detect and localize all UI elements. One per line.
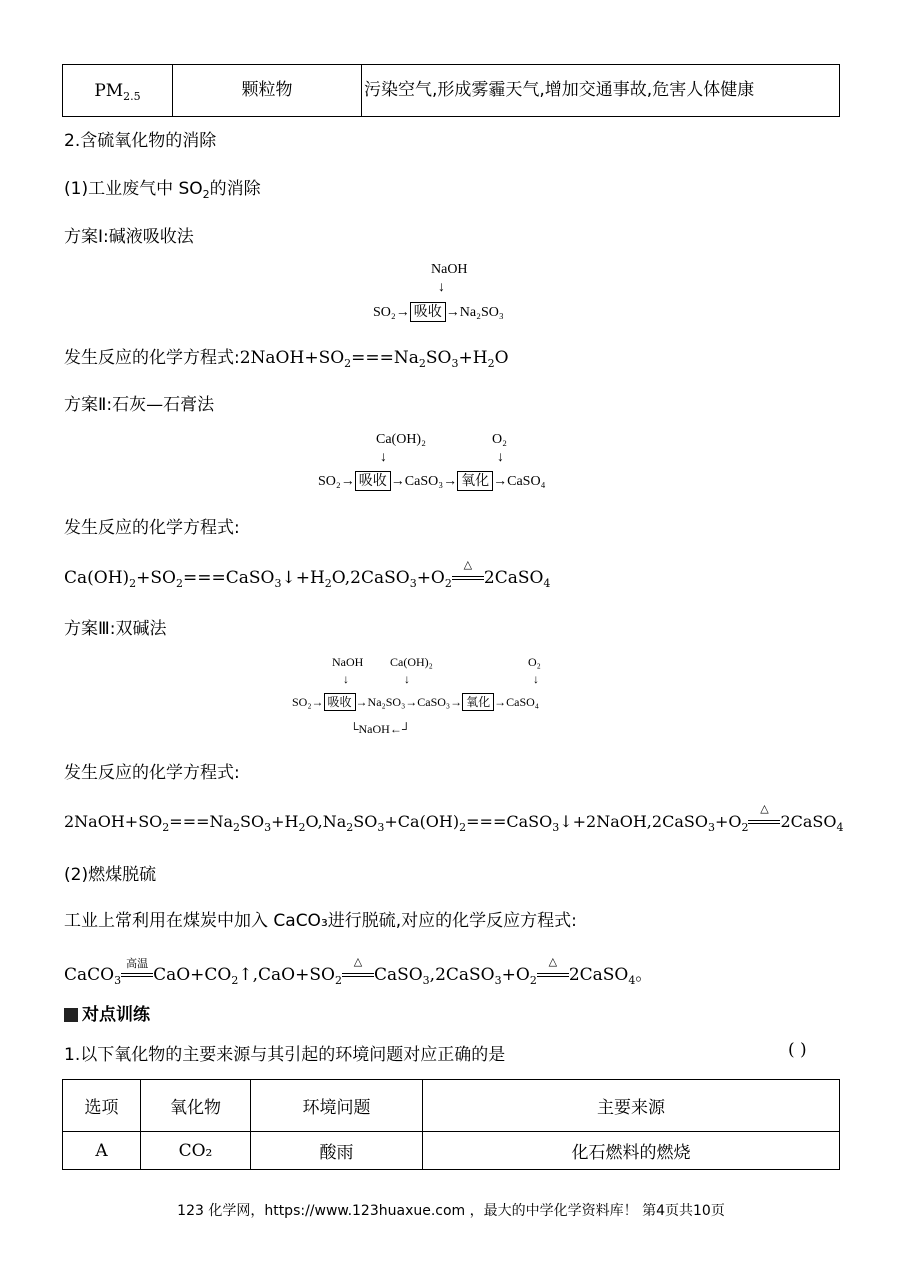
flow2-caso4: CaSO₄ xyxy=(507,474,546,489)
subheading-2: (2)燃煤脱硫 xyxy=(64,865,157,885)
cell-oxide: CO₂ xyxy=(141,1132,251,1170)
plan2-equation: $Ca(OH)_2+SO_2===CaSO_3↓+H_2O,2CaSO_3+O_2$ △ 2CaSO$_4$ xyxy=(64,557,551,590)
flow1-down-arrow: ↓ xyxy=(438,280,445,295)
pm-table xyxy=(62,64,840,117)
flow3-down-1: ↓ xyxy=(343,672,349,686)
particle-cell: 颗粒物 xyxy=(173,65,362,117)
flow3-naoh: NaOH xyxy=(332,655,364,669)
flow2-down-arrow-1: ↓ xyxy=(380,450,387,465)
flow2-caoh2: Ca(OH)₂ xyxy=(376,432,426,447)
heading-2: 2.含硫氧化物的消除 xyxy=(64,131,217,151)
flow3-caso3: CaSO₃ xyxy=(417,695,451,709)
answer-paren: ( ) xyxy=(788,1040,807,1060)
plan2-label: 发生反应的化学方程式: xyxy=(64,518,240,538)
plan-1-title: 方案Ⅰ:碱液吸收法 xyxy=(64,227,194,247)
flow2-oxidize-box: 氧化 xyxy=(457,471,493,491)
coal-equation: CaCO$_3$ 高温 $CaO+CO_2↑,CaO+SO_2$ △ $CaSO_3,2CaSO_3+O_2$ △ 2CaSO$_4$。 xyxy=(64,954,653,987)
header-oxide: 氧化物 xyxy=(141,1080,251,1132)
flow3-row: SO₂→ 吸收 →Na₂SO₃→CaSO₃→ 氧化 →CaSO₄ xyxy=(292,695,539,709)
question-1: 1.以下氧化物的主要来源与其引起的环境问题对应正确的是 xyxy=(64,1045,506,1065)
flow2-caso3: CaSO₃ xyxy=(404,474,444,489)
flow2-absorb-box: 吸收 xyxy=(355,471,391,491)
cell-source: 化石燃料的燃烧 xyxy=(423,1132,840,1170)
training-heading: 对点训练 xyxy=(64,1000,150,1025)
flow3-oxidize-box: 氧化 xyxy=(462,693,494,711)
flow1-naoh: NaOH xyxy=(431,262,468,277)
flow2-down-arrow-2: ↓ xyxy=(497,450,504,465)
table-header-row xyxy=(63,1080,840,1132)
header-option: 选项 xyxy=(63,1080,141,1132)
plan-3-title: 方案Ⅲ:双碱法 xyxy=(64,619,167,639)
flow3-absorb-box: 吸收 xyxy=(324,693,356,711)
plan1-equation: 发生反应的化学方程式$:2NaOH+SO_2===Na_2SO_3+H_2O$ xyxy=(64,348,509,370)
flow2-row: SO₂→ 吸收 →CaSO₃→ 氧化 →CaSO₄ xyxy=(318,473,546,489)
plan-2-title: 方案Ⅱ:石灰—石膏法 xyxy=(64,395,215,415)
flow1-na2so3: Na₂SO₃ xyxy=(459,305,504,320)
flow2-so2: SO₂ xyxy=(318,474,341,489)
coal-text: 工业上常利用在煤炭中加入 CaCO₃进行脱硫,对应的化学反应方程式: xyxy=(64,911,577,931)
subheading-1: (1)工业废气中 $SO_2$的消除 xyxy=(64,179,261,201)
plan3-label: 发生反应的化学方程式: xyxy=(64,763,240,783)
flow2-o2: O₂ xyxy=(492,432,507,447)
section-marker-icon xyxy=(64,1008,78,1022)
flow3-down-2: ↓ xyxy=(404,672,410,686)
oxide-table xyxy=(62,1079,840,1170)
cell-option: A xyxy=(63,1132,141,1170)
flow3-down-3: ↓ xyxy=(533,672,539,686)
flow1-row: SO₂→ 吸收 →Na₂SO₃ xyxy=(373,304,504,320)
cell-problem: 酸雨 xyxy=(251,1132,423,1170)
effect-cell: 污染空气,形成雾霾天气,增加交通事故,危害人体健康 xyxy=(362,65,840,117)
flow3-so2: SO₂ xyxy=(292,695,312,709)
flow1-so2: SO₂ xyxy=(373,305,396,320)
header-problem: 环境问题 xyxy=(251,1080,423,1132)
flow3-o2: O₂ xyxy=(528,655,541,669)
flow1-absorb-box: 吸收 xyxy=(410,302,446,322)
pm-cell: $PM_{2.5}$ xyxy=(63,65,173,117)
table-row xyxy=(63,1132,840,1170)
flow3-na2so3: Na₂SO₃ xyxy=(367,695,406,709)
flow3-caoh2: Ca(OH)₂ xyxy=(390,655,433,669)
header-source: 主要来源 xyxy=(423,1080,840,1132)
flow3-return: └NaOH←┘ xyxy=(350,722,411,736)
footer: 123 化学网，https://www.123huaxue.com ，最大的中学化学资料库！ 第4页共10页 xyxy=(177,1203,725,1219)
plan3-equation: $2NaOH+SO_2===Na_2SO_3+H_2O,Na_2SO_3+Ca(OH)_2===CaSO_3↓+2NaOH,2CaSO_3+O_2$ △ 2CaSO$_4$ xyxy=(64,801,844,834)
flow3-caso4: CaSO₄ xyxy=(506,695,539,709)
